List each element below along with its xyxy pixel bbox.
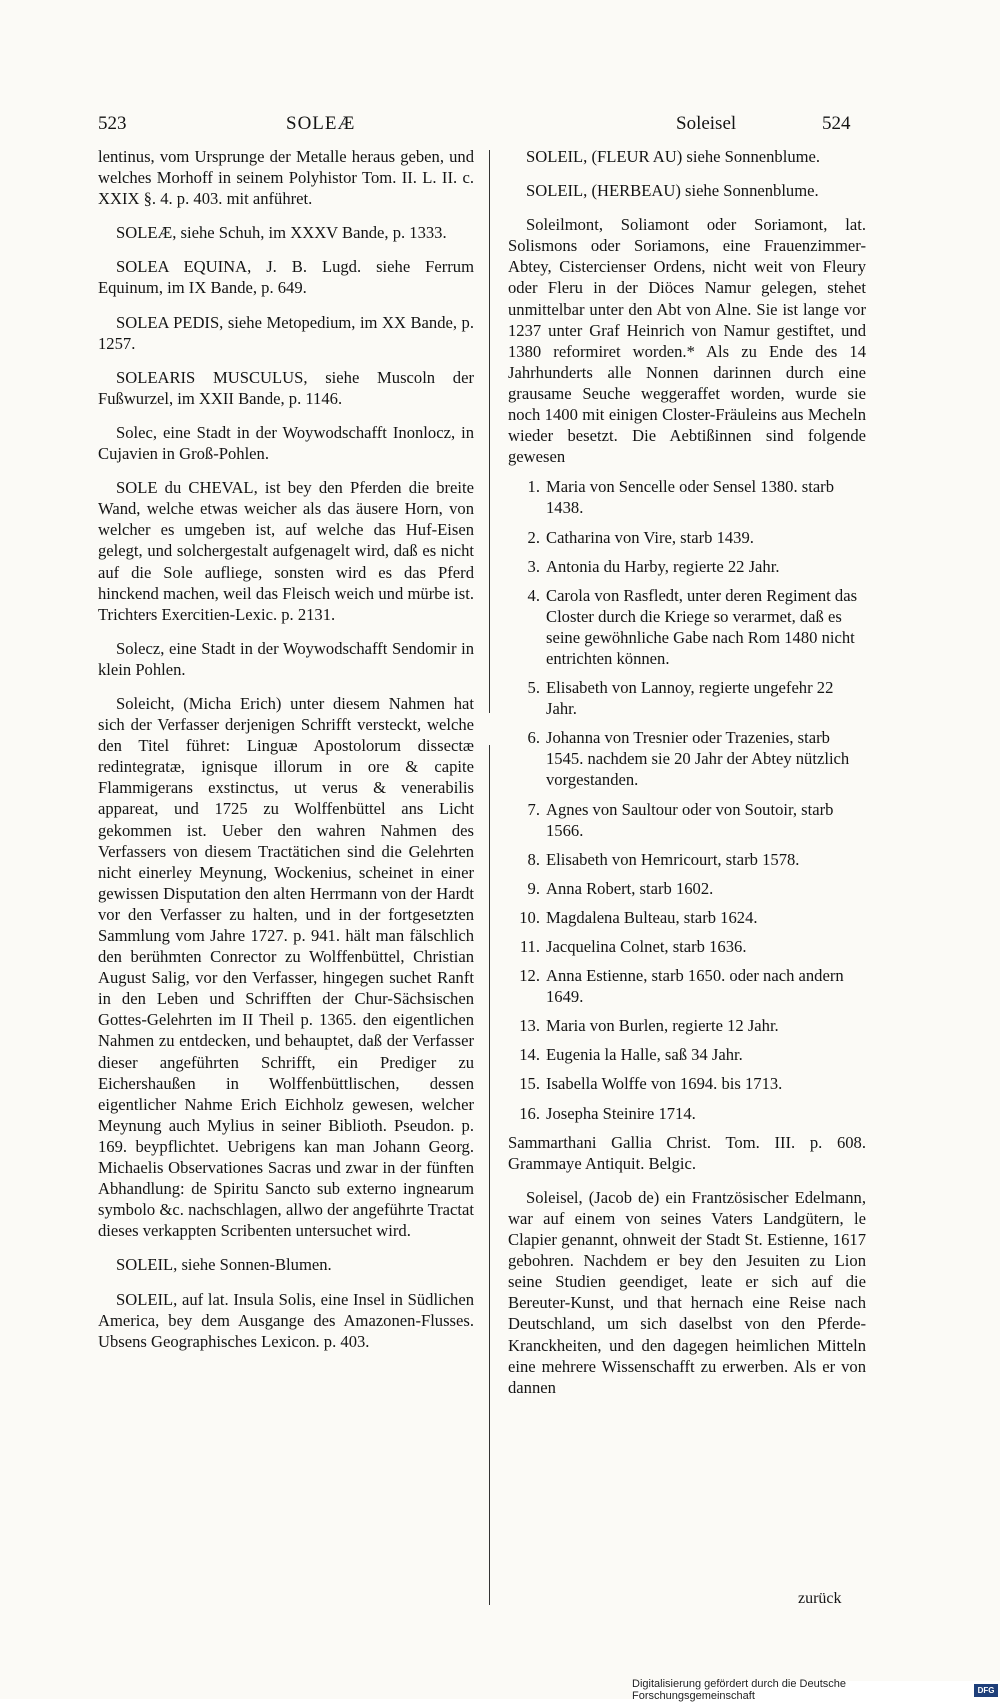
entry-paragraph: SOLEÆ, siehe Schuh, im XXXV Bande, p. 1333.: [116, 223, 447, 243]
list-number: 5.: [527, 678, 540, 698]
list-text: Johanna von Tresnier oder Trazenies, starb 1545. nachdem sie 20 Jahr der Abtey nützlich vorgestanden.: [546, 728, 850, 790]
entry-paragraph: lentinus, vom Ursprunge der Metalle heraus geben, und welches Morhoff in seinem Polyhistor Tom. II. L. II. c. XXIX §. 4. p. 403. mit anführet.: [98, 147, 474, 209]
list-number: 14.: [519, 1045, 540, 1065]
left-page-number: 523: [98, 113, 127, 134]
list-number: 6.: [527, 728, 540, 748]
list-text: Josepha Steinire 1714.: [546, 1103, 696, 1123]
right-page-number: 524: [822, 113, 851, 134]
list-text: Eugenia la Halle, saß 34 Jahr.: [546, 1045, 743, 1065]
list-text: Maria von Sencelle oder Sensel 1380. starb 1438.: [546, 477, 835, 518]
list-number: 15.: [519, 1074, 540, 1094]
entry-paragraph: Solecz, eine Stadt in der Woywodschafft Sendomir in klein Pohlen.: [98, 638, 474, 679]
left-running-title: SOLEÆ: [286, 113, 356, 134]
entry-paragraph: SOLEIL, auf lat. Insula Solis, eine Insel in Südlichen America, bey dem Ausgange des Amazonen-Flusses. Ubsens Geographisches Lexicon. p. 403.: [98, 1289, 474, 1351]
list-item: [508, 799, 866, 841]
running-header: [98, 113, 860, 143]
entry-paragraph: Solec, eine Stadt in der Woywodschafft Inonlocz, in Cujavien in Groß-Pohlen.: [98, 422, 474, 464]
list-text: Jacquelina Colnet, starb 1636.: [546, 937, 747, 956]
list-item: [508, 849, 866, 870]
list-number: 3.: [527, 556, 540, 576]
list-number: 11.: [519, 937, 540, 956]
footer-text: Digitalisierung gefördert durch die Deutsche Forschungsgemeinschaft: [632, 1678, 847, 1702]
list-number: 9.: [527, 878, 540, 898]
abbess-list: [508, 476, 866, 1123]
entry-paragraph: Soleisel, (Jacob de) ein Frantzösischer Edelmann, war auf einem von seines Vaters Landgütern, le Clapier genannt, ohnweit der Stadt St. Estienne, 1617 gebohren. Nachdem er bey den Jesuiten zu Lion seine Studien geendiget, leate er sich auf die Bereuter-Kunst, und that hernach eine Reise nach Deutschland, um sich daselbst von den Pferde-Kranckheiten, und den dagegen heimlichen Mitteln eine mehrere Wissenschafft zu erwerben. Als er von dannen: [508, 1187, 866, 1397]
list-item: [508, 1015, 866, 1036]
list-number: 1.: [527, 477, 540, 497]
list-number: 12.: [519, 966, 540, 986]
list-item: [508, 527, 866, 548]
list-item: [508, 965, 866, 1007]
list-item: [508, 1073, 866, 1094]
list-item: [508, 1103, 866, 1124]
entry-paragraph: SOLEIL, (HERBEAU) siehe Sonnenblume.: [526, 181, 819, 201]
catchword: zurück: [798, 1590, 842, 1607]
list-item: [508, 585, 866, 669]
left-column: [98, 146, 474, 1361]
list-item: [508, 677, 866, 719]
entry-paragraph: Soleicht, (Micha Erich) unter diesem Nahmen hat sich der Verfasser derjenigen Schrifft versteckt, welche den Titel führet: Linguæ Apostolorum dissectæ redintegratæ, ignisque illorum in ore & capite Flammigerans exstinctus, ut verus & venerabilis appareat, und 1725 zu Wolffenbüttel ans Licht gekommen ist. Ueber den wahren Nahmen des Verfassers von diesem Tractätichen sind die Gelehrten nicht einerley Meynung, Wockenius, scheinet in einer gewissen Disputation den alten Herrmann von der Hardt vor den Verfasser zu halten, und in der fortgesetzten Sammlung vom Jahre 1727. p. 941. hält man fälschlich den berühmten Conrector zu Wolffenbüttel, Christian August Salig, vor den Verfasser, hingegen suchet Ranft in den Leben und Schrifften der Chur-Sächsischen Gottes-Gelehrten im II Theil p. 1365. den eigentlichen Nahmen zu entdecken, und behauptet, daß der Verfasser dieser angeführten Schrifft, ein Prediger zu Eichershaußen in Wolffenbüttlischen, dessen eigentlicher Nahme Erich Eichholz gewesen, welcher Meynung auch Mylius in seiner Biblioth. Pseudon. p. 169. beypflichtet. Uebrigens kan man Johann Georg. Michaelis Observationes Sacras und zwar in der fünften Abhandlung: de Spiritu Sancto sub externo ingnearum symbolo &c. nachschlagen, allwo der angeführte Tractat dieses verkappten Scribenten untersuchet wird.: [98, 693, 474, 1241]
list-text: Isabella Wolffe von 1694. bis 1713.: [546, 1074, 783, 1094]
list-number: 10.: [519, 907, 540, 927]
list-item: [508, 907, 866, 928]
list-text: Magdalena Bulteau, starb 1624.: [546, 907, 758, 927]
list-number: 8.: [527, 849, 540, 869]
list-text: Elisabeth von Hemricourt, starb 1578.: [546, 849, 800, 869]
list-text: Antonia du Harby, regierte 22 Jahr.: [546, 556, 780, 576]
column-divider: [489, 745, 490, 1605]
column-divider: [489, 150, 490, 713]
list-number: 4.: [527, 585, 540, 605]
right-running-title: Soleisel: [676, 113, 737, 134]
list-text: Agnes von Saultour oder von Soutoir, starb 1566.: [546, 799, 834, 840]
list-item: [508, 936, 866, 957]
list-text: Elisabeth von Lannoy, regierte ungefehr 22 Jahr.: [546, 678, 834, 719]
dfg-logo-icon: DFG: [974, 1684, 998, 1697]
list-number: 2.: [527, 527, 540, 547]
list-number: 13.: [519, 1016, 540, 1036]
entry-paragraph: SOLEIL, siehe Sonnen-Blumen.: [116, 1255, 332, 1275]
right-column: [508, 146, 866, 1407]
entry-paragraph: SOLEARIS MUSCULUS, siehe Muscoln der Fußwurzel, im XXII Bande, p. 1146.: [98, 367, 474, 408]
list-item: [508, 556, 866, 577]
list-item: [508, 476, 866, 518]
entry-paragraph: SOLE du CHEVAL, ist bey den Pferden die breite Wand, welche etwas weicher als das äusere Horn, von welcher es umgeben ist, auf welche das Huf-Eisen gelegt, und solchergestalt aufgenagelt wird, daß es nicht auf die Sole aufliege, sonsten wird es das Pferd hinckend machen, weil das Fleisch weich und mürbe ist. Trichters Exercitien-Lexic. p. 2131.: [98, 478, 474, 624]
list-item: [508, 727, 866, 790]
list-text: Carola von Rasfledt, unter deren Regiment das Closter durch die Kriege so verarmet, daß es seine gewöhnliche Gabe nach Rom 1480 nicht entrichten können.: [546, 585, 858, 668]
reference-paragraph: Sammarthani Gallia Christ. Tom. III. p. 608. Grammaye Antiquit. Belgic.: [508, 1132, 866, 1173]
list-text: Anna Estienne, starb 1650. oder nach andern 1649.: [546, 966, 844, 1007]
list-item: [508, 1044, 866, 1065]
list-number: 7.: [527, 799, 540, 819]
entry-paragraph: SOLEIL, (FLEUR AU) siehe Sonnenblume.: [526, 147, 821, 166]
list-text: Catharina von Vire, starb 1439.: [546, 527, 754, 547]
list-item: [508, 878, 866, 899]
digitization-footer: [632, 1678, 1000, 1702]
entry-paragraph: Soleilmont, Soliamont oder Soriamont, lat. Solismons oder Soriamons, eine Frauenzimmer-Abtey, Cistercienser Ordens, nicht weit von Fleury oder Fleru in der Diöces Namur gelegen, stehet unmittelbar unter den Abt von Alne. Sie ist lange vor 1237 unter Graf Heinrich von Namur gestiftet, und 1380 reformiret worden.* Als zu Ende des 14 Jahrhunderts alle Nonnen darinnen durch eine grausame Seuche weggeraffet worden, wurde sie noch 1400 mit einigen Closter-Fräuleins aus Mecheln wieder besetzt. Die Aebtißinnen sind folgende gewesen: [508, 215, 866, 467]
entry-paragraph: SOLEA EQUINA, J. B. Lugd. siehe Ferrum Equinum, im IX Bande, p. 649.: [98, 257, 474, 298]
list-text: Maria von Burlen, regierte 12 Jahr.: [546, 1016, 779, 1036]
list-number: 16.: [519, 1103, 540, 1123]
entry-paragraph: SOLEA PEDIS, siehe Metopedium, im XX Bande, p. 1257.: [98, 312, 474, 353]
list-text: Anna Robert, starb 1602.: [546, 878, 714, 898]
